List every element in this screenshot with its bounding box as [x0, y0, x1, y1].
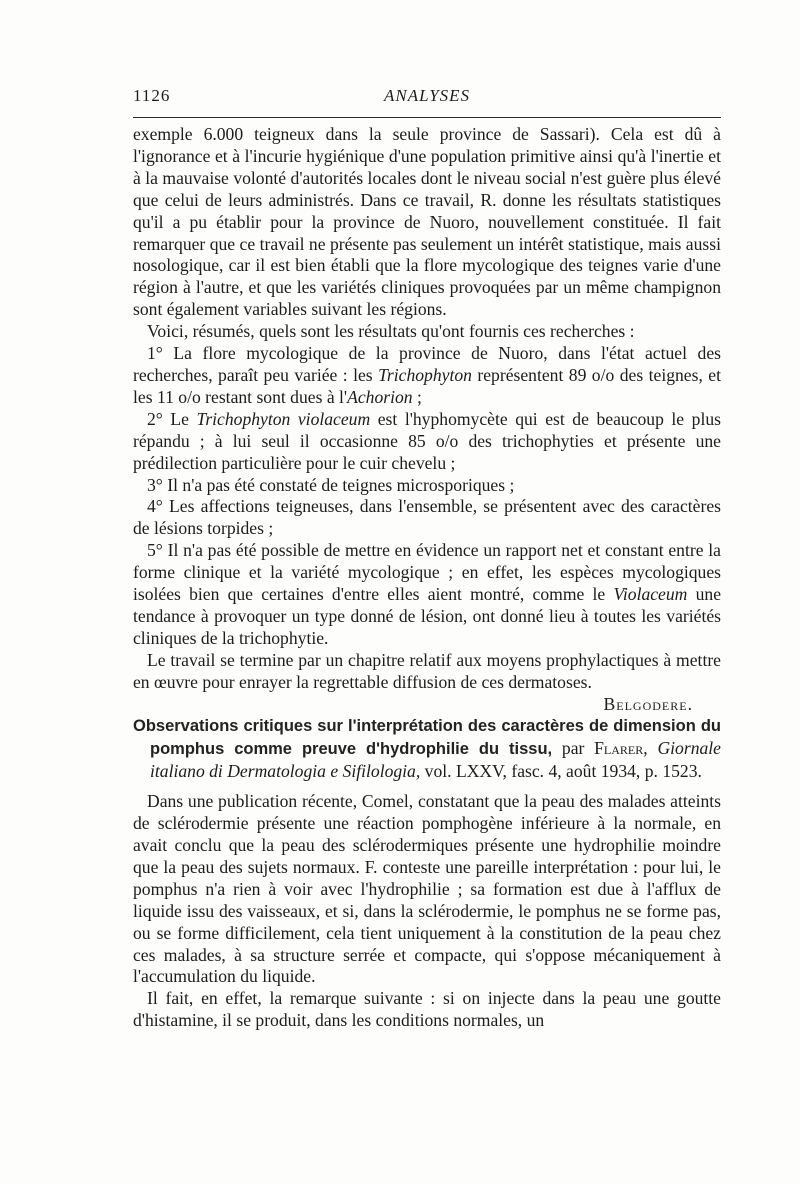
item-number: 2°	[147, 408, 163, 429]
item-number: 3°	[147, 474, 163, 495]
citation-reference: vol. LXXV, fasc. 4, août 1934, p. 1523.	[424, 761, 702, 782]
reviewer-signature: Belgodere.	[603, 693, 693, 714]
result-item-1: 1° La flore mycologique de la province de Nuoro, dans l'état actuel des recherches, paraît peu variée : les Trichophyton représentent 89 o/o des teignes, et les 11 o/o restant sont dues à l'Achorion ;	[133, 343, 721, 407]
article1-intro: Voici, résumés, quels sont les résultats qu'ont fournis ces recherches :	[147, 321, 635, 342]
article1-conclusion: Le travail se termine par un chapitre relatif aux moyens prophylactiques à mettre en œuvre pour enrayer la regrettable diffusion de ces dermatoses.	[133, 649, 721, 692]
signature-line	[133, 694, 721, 716]
result-item-4: 4° Les affections teigneuses, dans l'ensemble, se présentent avec des caractères de lésions torpides ;	[133, 496, 721, 539]
article2-title: Observations critiques sur l'interprétation des caractères de dimension du pomphus comme preuve d'hydrophilie du tissu,	[133, 717, 721, 759]
species-name: Violaceum	[613, 584, 688, 605]
page-number: 1126	[133, 86, 171, 105]
result-item-5: 5° Il n'a pas été possible de mettre en évidence un rapport net et constant entre la forme clinique et la variété mycologique ; en effet, les espèces mycologiques isolées bien que certaines d'entre elles aient montré, comme le Violaceum une tendance à provoquer un type donné de lésion, ont donné lieu à toutes les variétés cliniques de la trichophytie.	[133, 540, 721, 648]
header-rule	[133, 117, 721, 118]
running-head: ANALYSES	[383, 86, 471, 105]
journal-name: Giornale italiano di Dermatologia e Sifilologia,	[150, 738, 721, 782]
item-number: 1°	[147, 343, 163, 364]
genus-name: Achorion	[347, 386, 413, 407]
item-number: 4°	[147, 496, 163, 517]
item-number: 5°	[147, 540, 163, 561]
result-item-2: 2° Le Trichophyton violaceum est l'hyphomycète qui est de beaucoup le plus répandu ; à lui seul il occasionne 85 o/o des trichophyties et présente une prédilection particulière pour le cuir chevelu ;	[133, 408, 721, 473]
article2-author: Flarer,	[594, 738, 648, 759]
result-item-3: 3° Il n'a pas été constaté de teignes microsporiques ;	[147, 474, 515, 495]
article1-paragraph-opening: exemple 6.000 teigneux dans la seule province de Sassari). Cela est dû à l'ignorance et à l'incurie hygiénique d'une population primitive ainsi qu'à l'inertie et à la mauvaise volonté d'autorités locales dont le niveau social n'est guère plus élevé que celui de leurs administrés. Dans ce travail, R. donne les résultats statistiques qu'il a pu établir pour la province de Nuoro, nouvellement constituée. Il fait remarquer que ce travail ne présente pas seulement un intérêt statistique, mais aussi nosologique, car il est bien établi que la flore mycologique des teignes varie d'une région à l'autre, et que les variétés cliniques provoquées par un même champignon sont également variables suivant les régions.	[133, 124, 721, 320]
article2-paragraph-1: Dans une publication récente, Comel, constatant que la peau des malades atteints de sclérodermie présente une réaction pomphogène inférieure à la normale, en avait conclu que la peau des sclérodermiques présente une hydrophilie moindre que la peau des sujets normaux. F. conteste une pareille interprétation : pour lui, le pomphus n'a rien à voir avec l'hydrophilie ; sa formation est due à l'afflux de liquide issu des vaisseaux, et si, dans la sclérodermie, le pomphus ne se forme pas, ou se forme difficilement, cela tient uniquement à la constitution de la peau chez ces malades, à sa structure serrée et compacte, qui s'oppose mécaniquement à l'accumulation du liquide.	[133, 791, 721, 987]
species-name: Trichophyton violaceum	[196, 408, 371, 429]
page-body	[133, 124, 721, 1032]
page-header	[133, 86, 721, 116]
genus-name: Trichophyton	[378, 364, 472, 385]
article2-paragraph-2: Il fait, en effet, la remarque suivante : si on injecte dans la peau une goutte d'histamine, il se produit, dans les conditions normales, un	[133, 988, 721, 1031]
article2-heading: Observations critiques sur l'interprétation des caractères de dimension du pomphus comme preuve d'hydrophilie du tissu, par Flarer, Giornale italiano di Dermatologia e Sifilologia, vol. LXXV, fasc. 4, août 1934, p. 1523.	[133, 717, 721, 782]
